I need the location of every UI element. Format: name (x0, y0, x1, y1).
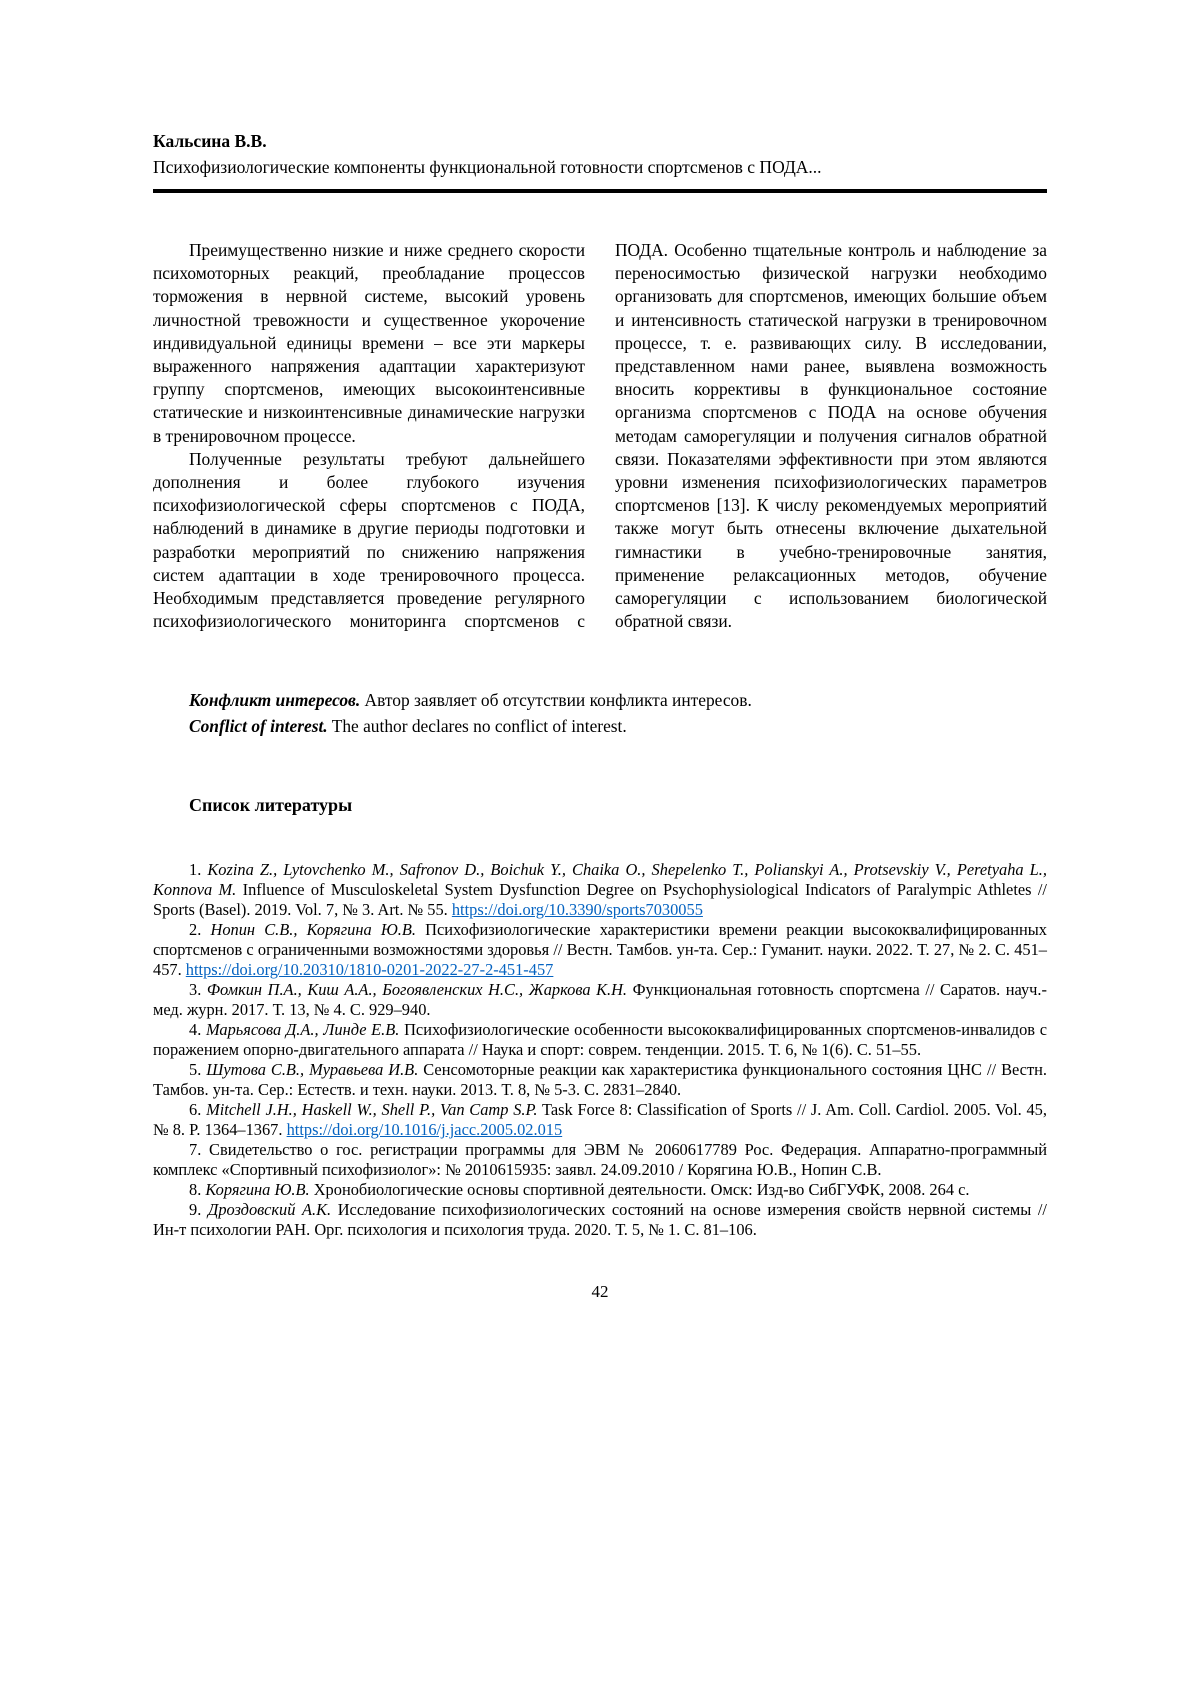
reference-item (153, 920, 1047, 980)
reference-text: Психофизиологические характеристики времени реакции высококвалифицированных спортсменов с ограниченными возможностями здоровья // Вестн. Тамбов. ун-та. Сер.: Гуманит. науки. 2022. Т. 27, № 2. С. 451–457. (153, 920, 1047, 980)
reference-number: 8. (189, 1180, 202, 1200)
conflict-statement-en (153, 713, 1047, 739)
reference-number: 2. (189, 920, 202, 940)
header-double-rule (153, 189, 1047, 193)
conflict-label-en: Conflict of interest. (189, 716, 328, 737)
references-heading: Список литературы (189, 795, 353, 816)
reference-item (153, 980, 1047, 1020)
conflict-label-ru: Конфликт интересов. (189, 690, 361, 711)
reference-authors: Корягина Ю.В. (205, 1180, 310, 1200)
reference-item (153, 1020, 1047, 1060)
reference-number: 7. (189, 1140, 202, 1160)
reference-item (153, 1180, 1047, 1200)
conflict-of-interest (153, 687, 1047, 739)
page-number: 42 (591, 1282, 609, 1302)
references-list (153, 860, 1047, 1240)
running-header (153, 128, 1047, 193)
reference-item (153, 1140, 1047, 1180)
reference-text: Психофизиологические особенности высококвалифицированных спортсменов-инвалидов с поражением опорно-двигательного аппарата // Наука и спорт: соврем. тенденции. 2015. Т. 6, № 1(6). С. 51–55. (153, 1020, 1047, 1060)
reference-text: Influence of Musculoskeletal System Dysfunction Degree on Psychophysiological Indicators of Paralympic Athletes // Sports (Basel). 2019. Vol. 7, № 3. Art. № 55. (153, 880, 1047, 920)
reference-authors: Марьясова Д.А., Линде Е.В. (206, 1020, 400, 1040)
conflict-statement-ru (153, 687, 1047, 713)
running-header-author: Кальсина В.В. (153, 131, 267, 151)
reference-doi-link[interactable]: https://doi.org/10.1016/j.jacc.2005.02.015 (286, 1120, 563, 1140)
conflict-text-en: The author declares no conflict of interest. (331, 716, 627, 737)
page-footer (153, 1282, 1047, 1302)
reference-number: 5. (189, 1060, 202, 1080)
reference-authors: Kozina Z., Lytovchenko M., Safronov D., Boichuk Y., Chaika O., Shepelenko T., Polianskyi A., Protsevskiy V., Peretyaha L., Konnova M. (153, 860, 1047, 900)
reference-item (153, 860, 1047, 920)
body-paragraph: Полученные результаты требуют дальнейшего дополнения и более глубокого изучения психофизиологической сферы спортсменов с ПОДА, наблюдений в динамике в другие периоды подготовки и разработки мероприятий по снижению напряжения систем адаптации в ходе тренировочного процесса. Необходимым представляется проведение регулярного психофизиологического мониторинга спортсменов с ПОДА. Особенно тщательные контроль и наблюдение за переносимостью физической нагрузки необходимо организовать для спортсменов, имеющих большие объем и интенсивность статической нагрузки в тренировочном процессе, т. е. развивающих силу. В исследовании, представленном нами ранее, выявлена возможность вносить коррективы в функциональное состояние организма спортсменов с ПОДА на основе обучения методам саморегуляции и получения сигналов обратной связи. Показателями эффективности при этом являются уровни изменения психофизиологических параметров спортсменов [13]. К числу рекомендуемых мероприятий также могут быть отнесены включение дыхательной гимнастики в учебно-тренировочные занятия, применение релаксационных методов, обучение саморегуляции с использованием биологической обратной связи. (153, 240, 1047, 632)
reference-authors: Фомкин П.А., Киш А.А., Богоявленских Н.С., Жаркова К.Н. (206, 980, 628, 1000)
running-header-title: Психофизиологические компоненты функциональной готовности спортсменов с ПОДА... (153, 157, 822, 177)
reference-item (153, 1060, 1047, 1100)
reference-text: Функциональная готовность спортсмена // Саратов. науч.-мед. журн. 2017. Т. 13, № 4. С. 929–940. (153, 980, 1047, 1020)
reference-item (153, 1200, 1047, 1240)
conflict-text-ru: Автор заявляет об отсутствии конфликта интересов. (364, 690, 752, 711)
reference-doi-link[interactable]: https://doi.org/10.20310/1810-0201-2022-27-2-451-457 (185, 960, 554, 980)
reference-text: Исследование психофизиологических состояний на основе измерения свойств нервной системы // Ин-т психологии РАН. Орг. психология и психология труда. 2020. Т. 5, № 1. С. 81–106. (153, 1200, 1047, 1240)
reference-authors: Нопин С.В., Корягина Ю.В. (210, 920, 416, 940)
reference-text: Сенсомоторные реакции как характеристика функционального состояния ЦНС // Вестн. Тамбов. ун-та. Сер.: Естеств. и техн. науки. 2013. Т. 8, № 5-3. С. 2831–2840. (153, 1060, 1047, 1100)
body-paragraph: Преимущественно низкие и ниже среднего скорости психомоторных реакций, преобладание процессов торможения в нервной системе, высокий уровень личностной тревожности и существенное укорочение индивидуальной единицы времени – все эти маркеры выраженного напряжения адаптации характеризуют группу спортсменов, имеющих высокоинтенсивные статические и низкоинтенсивные динамические нагрузки в тренировочном процессе. (153, 240, 585, 446)
reference-authors: Шутова С.В., Муравьева И.В. (206, 1060, 419, 1080)
reference-number: 1. (189, 860, 202, 880)
article-body (153, 239, 1047, 633)
reference-text: Task Force 8: Classification of Sports // J. Am. Coll. Cardiol. 2005. Vol. 45, № 8. P. 1364–1367. (153, 1100, 1047, 1140)
reference-text: Хронобиологические основы спортивной деятельности. Омск: Изд-во СибГУФК, 2008. 264 с. (313, 1180, 970, 1200)
reference-text: Свидетельство о гос. регистрации программы для ЭВМ № 2060617789 Рос. Федерация. Аппаратно-программный комплекс «Спортивный психофизиолог»: № 2010615935: заявл. 24.09.2010 / Корягина Ю.В., Нопин С.В. (153, 1140, 1047, 1180)
reference-number: 6. (189, 1100, 202, 1120)
reference-number: 4. (189, 1020, 202, 1040)
reference-authors: Mitchell J.H., Haskell W., Shell P., Van Camp S.P. (206, 1100, 538, 1120)
reference-item (153, 1100, 1047, 1140)
reference-number: 9. (189, 1200, 202, 1220)
reference-authors: Дроздовский А.К. (207, 1200, 332, 1220)
reference-number: 3. (189, 980, 202, 1000)
reference-doi-link[interactable]: https://doi.org/10.3390/sports7030055 (451, 900, 703, 920)
